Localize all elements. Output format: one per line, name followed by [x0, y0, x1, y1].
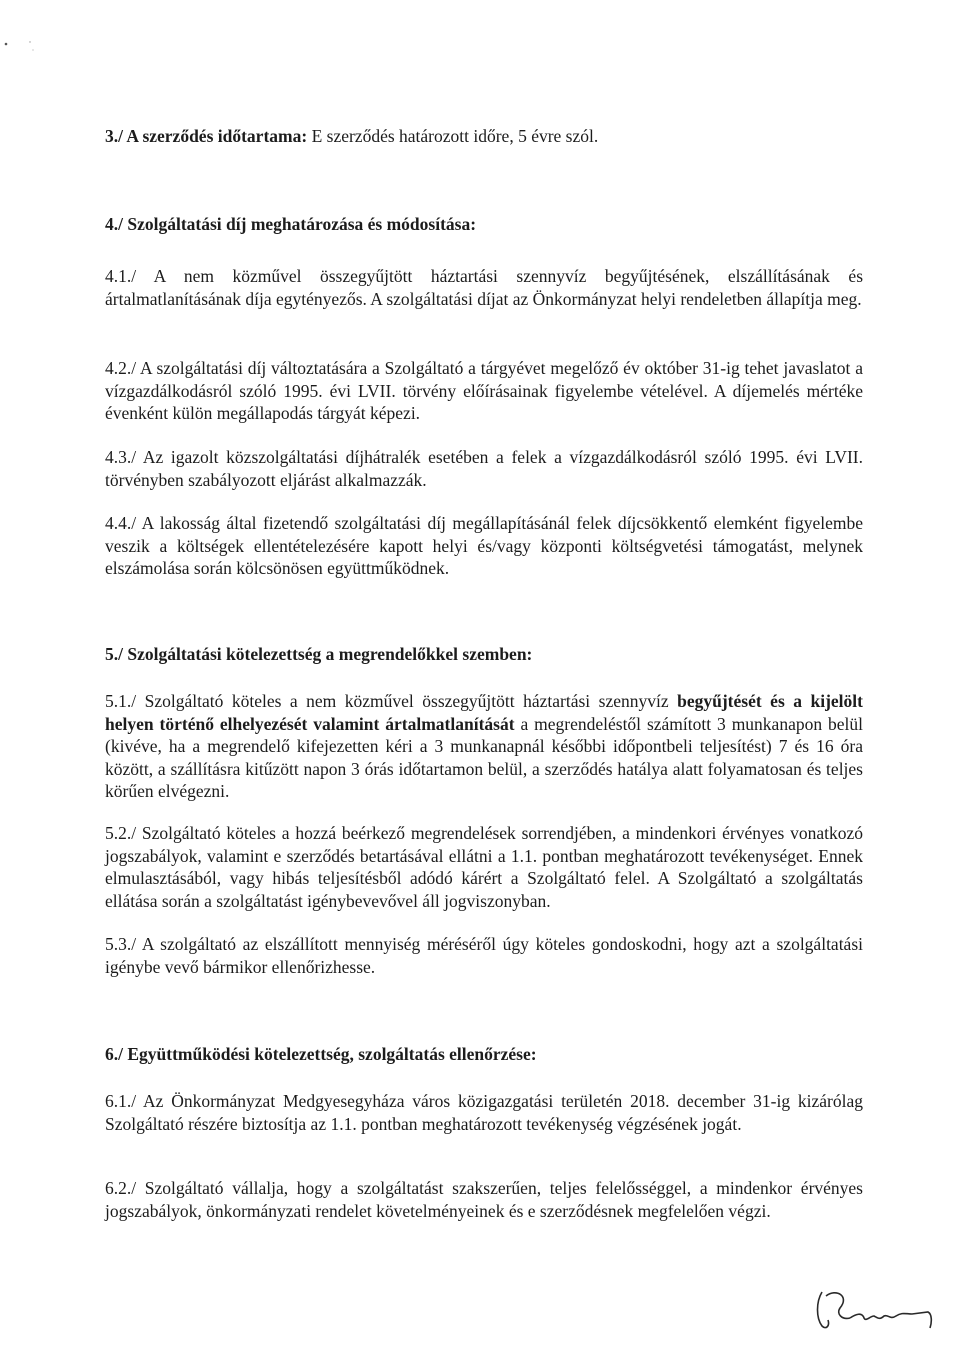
- scan-speck-mark: [0, 20, 40, 70]
- paragraph-5-3: 5.3./ A szolgáltató az elszállított mennyiség méréséről úgy köteles gondoskodni, hogy azt a szolgáltatási igénybe vevő bármikor ellenőrizhesse.: [105, 934, 863, 977]
- paragraph-5-1-emphasis: begyűjtését és a kijelölt helyen történő elhelyezését valamint ártalmatlanítását: [105, 691, 863, 734]
- section-6-heading: 6./ Együttműködési kötelezettség, szolgáltatás ellenőrzése:: [105, 1044, 537, 1064]
- paragraph-5-1-end: a megrendeléstől számított 3 munkanapon belül (kivéve, ha a megrendelő kifejezetten kéri a 3 munkanapnál későbbi időpontbeli teljesítést) 7 és 16 óra között, a szállításra kitűzött napon 3 órás időtartamon belül, a szerződés hatálya alatt folyamatosan és teljes körűen elvégezni.: [105, 713, 863, 801]
- paragraph-6-2: 6.2./ Szolgáltató vállalja, hogy a szolgáltatást szakszerűen, teljes felelősséggel, a mindenkor érvényes jogszabályok, önkormányzati rendelet követelményeinek és e szerződésnek megfelelően végzi.: [105, 1178, 863, 1221]
- signature-initials: [810, 1288, 940, 1338]
- paragraph-4-1: 4.1./ A nem közművel összegyűjtött háztartási szennyvíz begyűjtésének, elszállításának és ártalmatlanításának díja egytényezős. A szolgáltatási díjat az Önkormányzat helyi rendeletben állapítja meg.: [105, 266, 863, 309]
- paragraph-4-4: 4.4./ A lakosság által fizetendő szolgáltatási díj megállapításánál felek díjcsökkentő elemként figyelembe veszik a költségek ellentételezésére kapott helyi és/vagy központi költségvetési támogatást, melynek elszámolása során kölcsönösen együttműködnek.: [105, 513, 863, 578]
- section-3-text: E szerződés határozott időre, 5 évre szól.: [307, 126, 599, 146]
- section-3-heading: 3./ A szerződés időtartama:: [105, 126, 308, 146]
- paragraph-5-2: 5.2./ Szolgáltató köteles a hozzá beérkező megrendelések sorrendjében, a mindenkori érvényes vonatkozó jogszabályok, valamint e szerződés betartásával ellátni a 1.1. pontban meghatározott tevékenységet. Ennek elmulasztásából, vagy hibás teljesítésből adódó kárért a Szolgáltató felel. A Szolgáltató a szolgáltatás ellátása során a szolgáltatást igénybevevővel áll jogviszonyban.: [105, 823, 863, 911]
- paragraph-6-1: 6.1./ Az Önkormányzat Medgyesegyháza város közigazgatási területén 2018. december 31-ig kizárólag Szolgáltató részére biztosítja az 1.1. pontban meghatározott tevékenység végzésének jogát.: [105, 1091, 863, 1134]
- section-3-paragraph: [105, 125, 863, 148]
- paragraph-5-1-start: 5.1./ Szolgáltató köteles a nem közművel összegyűjtött háztartási szennyvíz: [105, 691, 678, 711]
- paragraph-4-2: 4.2./ A szolgáltatási díj változtatására a Szolgáltató a tárgyévet megelőző év október 31-ig tehet javaslatot a vízgazdálkodásról szóló 1995. évi LVII. törvény előírásainak figyelembe vételével. A díjemelés mértéke évenként külön megállapodás tárgyát képezi.: [105, 358, 863, 423]
- paragraph-4-3: 4.3./ Az igazolt közszolgáltatási díjhátralék esetében a felek a vízgazdálkodásról szóló 1995. évi LVII. törvényben szabályozott eljárást alkalmazzák.: [105, 447, 863, 490]
- section-4-heading: 4./ Szolgáltatási díj meghatározása és módosítása:: [105, 214, 477, 234]
- paragraph-5-1: [105, 690, 863, 803]
- section-5-heading: 5./ Szolgáltatási kötelezettség a megrendelőkkel szemben:: [105, 644, 533, 664]
